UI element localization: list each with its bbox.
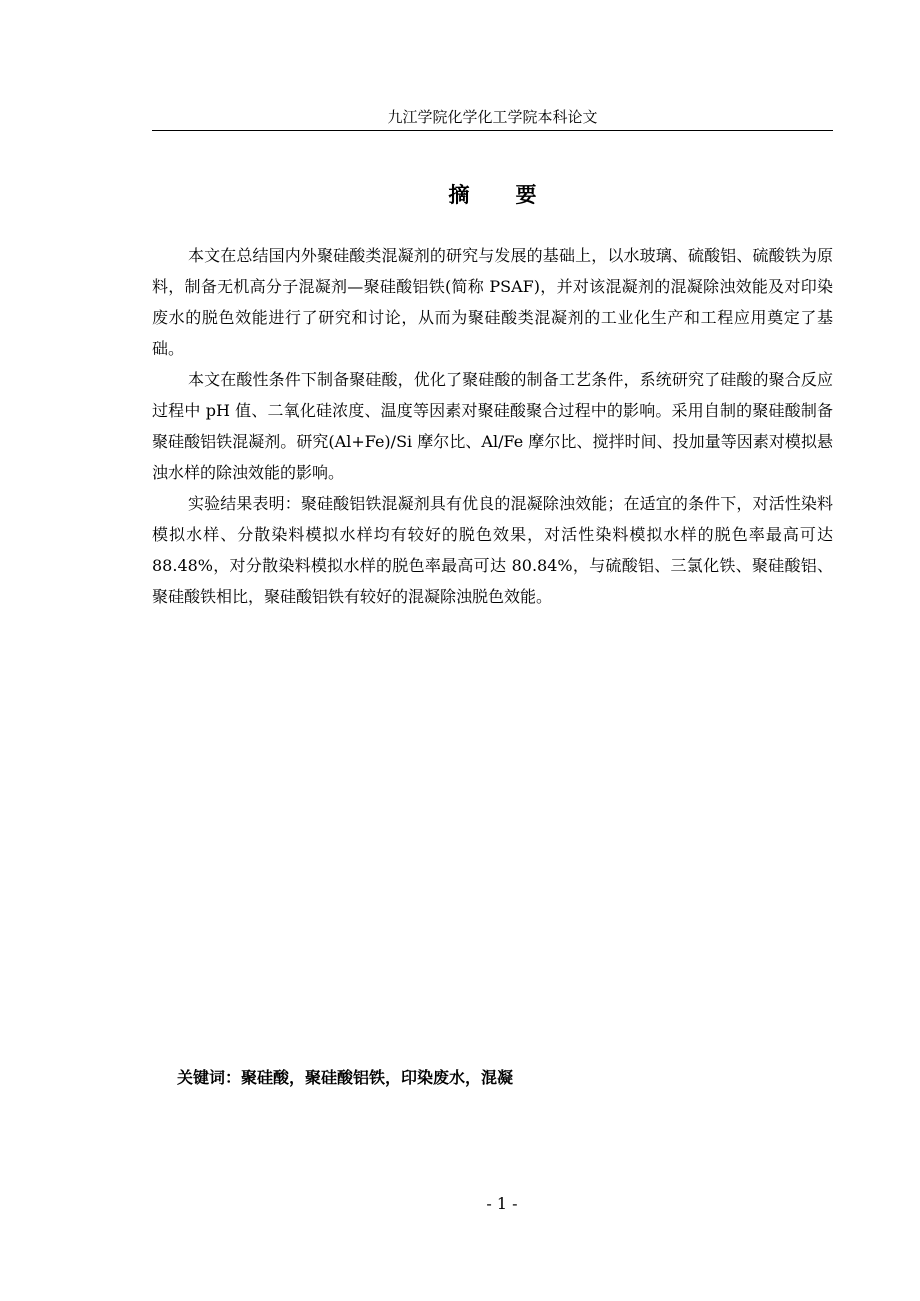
abstract-paragraph: 本文在酸性条件下制备聚硅酸，优化了聚硅酸的制备工艺条件，系统研究了硅酸的聚合反应过程中 pH 值、二氧化硅浓度、温度等因素对聚硅酸聚合过程中的影响。采用自制的聚硅酸制备聚硅酸铝铁混凝剂。研究(Al+Fe)/Si 摩尔比、Al/Fe 摩尔比、搅拌时间、投加量等因素对模拟悬浊水样的除浊效能的影响。: [152, 370, 833, 482]
page-number: - 1 -: [486, 1194, 518, 1213]
keywords-line: 关键词：聚硅酸，聚硅酸铝铁，印染废水，混凝: [177, 1068, 514, 1087]
abstract-title: 摘要: [448, 182, 583, 207]
page-header: 九江学院化学化工学院本科论文: [387, 108, 598, 126]
header-divider: [152, 130, 833, 131]
abstract-paragraph: 实验结果表明：聚硅酸铝铁混凝剂具有优良的混凝除浊效能；在适宜的条件下，对活性染料模拟水样、分散染料模拟水样均有较好的脱色效果，对活性染料模拟水样的脱色率最高可达 88.48%，对分散染料模拟水样的脱色率最高可达 80.84%，与硫酸铝、三氯化铁、聚硅酸铝、聚硅酸铁相比，聚硅酸铝铁有较好的混凝除浊脱色效能。: [152, 494, 833, 606]
abstract-body: [152, 240, 833, 612]
abstract-paragraph: 本文在总结国内外聚硅酸类混凝剂的研究与发展的基础上，以水玻璃、硫酸铝、硫酸铁为原料，制备无机高分子混凝剂—聚硅酸铝铁(简称 PSAF)，并对该混凝剂的混凝除浊效能及对印染废水的脱色效能进行了研究和讨论，从而为聚硅酸类混凝剂的工业化生产和工程应用奠定了基础。: [152, 246, 833, 358]
